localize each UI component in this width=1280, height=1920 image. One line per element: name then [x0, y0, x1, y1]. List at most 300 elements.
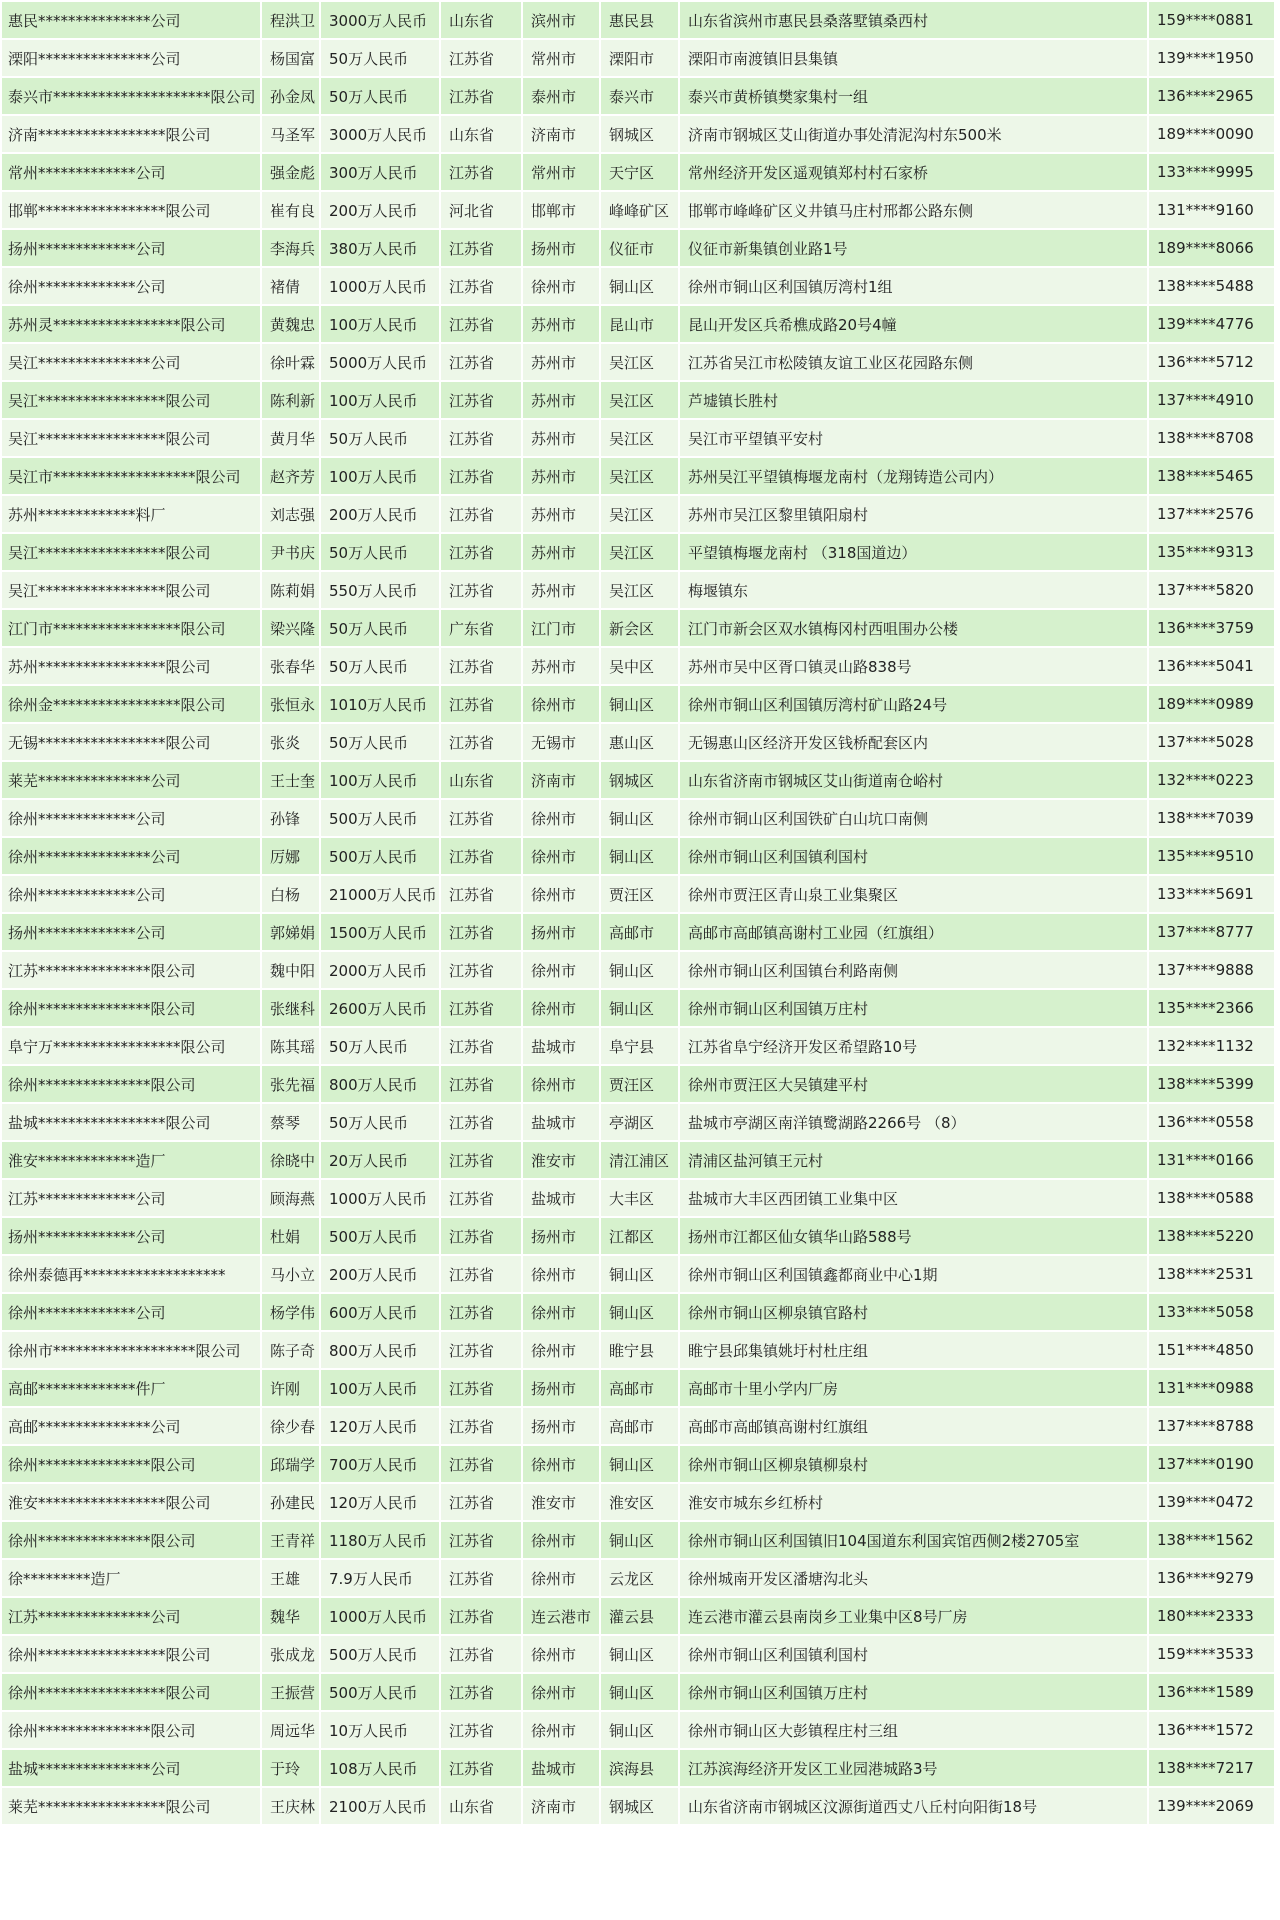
registered-capital-cell: 50万人民币: [321, 648, 439, 684]
company-name-cell: 徐州*************公司: [2, 800, 260, 836]
province-cell: 江苏省: [441, 1446, 521, 1482]
contact-name-cell: 许刚: [262, 1370, 319, 1406]
province-cell: 江苏省: [441, 1256, 521, 1292]
registered-capital-cell: 3000万人民币: [321, 116, 439, 152]
table-row: [2, 572, 1274, 608]
table-row: [2, 458, 1274, 494]
registered-capital-cell: 100万人民币: [321, 458, 439, 494]
city-cell: 徐州市: [523, 1294, 599, 1330]
province-cell: 江苏省: [441, 1180, 521, 1216]
address-cell: 仪征市新集镇创业路1号: [680, 230, 1147, 266]
phone-cell: 138****5220: [1149, 1218, 1274, 1254]
registered-capital-cell: 120万人民币: [321, 1484, 439, 1520]
district-cell: 灌云县: [601, 1598, 678, 1634]
city-cell: 淮安市: [523, 1484, 599, 1520]
contact-name-cell: 尹书庆: [262, 534, 319, 570]
company-name-cell: 莱芜*****************限公司: [2, 1788, 260, 1824]
company-name-cell: 苏州*************料厂: [2, 496, 260, 532]
company-name-cell: 淮安*****************限公司: [2, 1484, 260, 1520]
province-cell: 江苏省: [441, 534, 521, 570]
contact-name-cell: 杜娟: [262, 1218, 319, 1254]
registered-capital-cell: 108万人民币: [321, 1750, 439, 1786]
address-cell: 常州经济开发区遥观镇郑村村石家桥: [680, 154, 1147, 190]
province-cell: 江苏省: [441, 1142, 521, 1178]
registered-capital-cell: 1000万人民币: [321, 268, 439, 304]
district-cell: 吴江区: [601, 496, 678, 532]
district-cell: 铜山区: [601, 1712, 678, 1748]
company-name-cell: 泰兴市*********************限公司: [2, 78, 260, 114]
table-row: [2, 534, 1274, 570]
address-cell: 徐州市铜山区利国镇厉湾村矿山路24号: [680, 686, 1147, 722]
province-cell: 江苏省: [441, 458, 521, 494]
phone-cell: 131****0166: [1149, 1142, 1274, 1178]
address-cell: 山东省济南市钢城区汶源街道西丈八丘村向阳街18号: [680, 1788, 1147, 1824]
city-cell: 盐城市: [523, 1750, 599, 1786]
city-cell: 济南市: [523, 762, 599, 798]
district-cell: 江都区: [601, 1218, 678, 1254]
registered-capital-cell: 500万人民币: [321, 838, 439, 874]
address-cell: 江苏省阜宁经济开发区希望路10号: [680, 1028, 1147, 1064]
table-row: [2, 1712, 1274, 1748]
table-row: [2, 990, 1274, 1026]
district-cell: 铜山区: [601, 1256, 678, 1292]
district-cell: 峰峰矿区: [601, 192, 678, 228]
table-row: [2, 1370, 1274, 1406]
company-name-cell: 惠民***************公司: [2, 2, 260, 38]
contact-name-cell: 陈莉娟: [262, 572, 319, 608]
address-cell: 江苏省吴江市松陵镇友谊工业区花园路东侧: [680, 344, 1147, 380]
district-cell: 铜山区: [601, 686, 678, 722]
province-cell: 江苏省: [441, 78, 521, 114]
phone-cell: 189****0090: [1149, 116, 1274, 152]
registered-capital-cell: 100万人民币: [321, 1370, 439, 1406]
company-name-cell: 徐州***************限公司: [2, 1066, 260, 1102]
phone-cell: 138****8708: [1149, 420, 1274, 456]
table-row: [2, 610, 1274, 646]
phone-cell: 132****1132: [1149, 1028, 1274, 1064]
contact-name-cell: 张炎: [262, 724, 319, 760]
address-cell: 邯郸市峰峰矿区义井镇马庄村邢都公路东侧: [680, 192, 1147, 228]
contact-name-cell: 强金彪: [262, 154, 319, 190]
contact-name-cell: 蔡琴: [262, 1104, 319, 1140]
table-row: [2, 686, 1274, 722]
registered-capital-cell: 3000万人民币: [321, 2, 439, 38]
phone-cell: 136****1572: [1149, 1712, 1274, 1748]
registered-capital-cell: 50万人民币: [321, 724, 439, 760]
address-cell: 清浦区盐河镇王元村: [680, 1142, 1147, 1178]
city-cell: 扬州市: [523, 1370, 599, 1406]
table-row: [2, 496, 1274, 532]
province-cell: 江苏省: [441, 1218, 521, 1254]
registered-capital-cell: 100万人民币: [321, 306, 439, 342]
address-cell: 盐城市大丰区西团镇工业集中区: [680, 1180, 1147, 1216]
contact-name-cell: 刘志强: [262, 496, 319, 532]
table-row: [2, 1066, 1274, 1102]
phone-cell: 131****0988: [1149, 1370, 1274, 1406]
province-cell: 河北省: [441, 192, 521, 228]
contact-name-cell: 马圣军: [262, 116, 319, 152]
address-cell: 徐州市贾汪区青山泉工业集聚区: [680, 876, 1147, 912]
registered-capital-cell: 50万人民币: [321, 1104, 439, 1140]
district-cell: 铜山区: [601, 1294, 678, 1330]
city-cell: 苏州市: [523, 306, 599, 342]
phone-cell: 138****5488: [1149, 268, 1274, 304]
city-cell: 苏州市: [523, 344, 599, 380]
province-cell: 江苏省: [441, 1522, 521, 1558]
phone-cell: 136****9279: [1149, 1560, 1274, 1596]
address-cell: 溧阳市南渡镇旧县集镇: [680, 40, 1147, 76]
contact-name-cell: 黄月华: [262, 420, 319, 456]
province-cell: 江苏省: [441, 876, 521, 912]
phone-cell: 189****0989: [1149, 686, 1274, 722]
phone-cell: 159****3533: [1149, 1636, 1274, 1672]
city-cell: 连云港市: [523, 1598, 599, 1634]
contact-name-cell: 李海兵: [262, 230, 319, 266]
contact-name-cell: 崔有良: [262, 192, 319, 228]
registered-capital-cell: 50万人民币: [321, 78, 439, 114]
table-row: [2, 876, 1274, 912]
address-cell: 淮安市城东乡红桥村: [680, 1484, 1147, 1520]
city-cell: 泰州市: [523, 78, 599, 114]
district-cell: 铜山区: [601, 268, 678, 304]
company-name-cell: 徐州***************限公司: [2, 1522, 260, 1558]
city-cell: 徐州市: [523, 1446, 599, 1482]
district-cell: 铜山区: [601, 800, 678, 836]
table-row: [2, 1180, 1274, 1216]
company-name-cell: 徐州泰德再*******************: [2, 1256, 260, 1292]
address-cell: 平望镇梅堰龙南村 （318国道边）: [680, 534, 1147, 570]
phone-cell: 138****5465: [1149, 458, 1274, 494]
province-cell: 江苏省: [441, 990, 521, 1026]
company-name-cell: 高邮***************公司: [2, 1408, 260, 1444]
contact-name-cell: 王青祥: [262, 1522, 319, 1558]
company-name-cell: 徐州*****************限公司: [2, 1636, 260, 1672]
company-name-cell: 徐州***************限公司: [2, 1712, 260, 1748]
district-cell: 滨海县: [601, 1750, 678, 1786]
table-row: [2, 1446, 1274, 1482]
table-row: [2, 1332, 1274, 1368]
province-cell: 江苏省: [441, 724, 521, 760]
registered-capital-cell: 50万人民币: [321, 40, 439, 76]
city-cell: 徐州市: [523, 268, 599, 304]
table-row: [2, 1560, 1274, 1596]
address-cell: 徐州市铜山区利国镇万庄村: [680, 990, 1147, 1026]
phone-cell: 135****9510: [1149, 838, 1274, 874]
city-cell: 济南市: [523, 116, 599, 152]
table-row: [2, 40, 1274, 76]
address-cell: 徐州市铜山区利国铁矿白山坑口南侧: [680, 800, 1147, 836]
district-cell: 仪征市: [601, 230, 678, 266]
address-cell: 苏州市吴江区黎里镇阳扇村: [680, 496, 1147, 532]
district-cell: 铜山区: [601, 952, 678, 988]
province-cell: 江苏省: [441, 1712, 521, 1748]
registered-capital-cell: 380万人民币: [321, 230, 439, 266]
table-row: [2, 116, 1274, 152]
district-cell: 溧阳市: [601, 40, 678, 76]
table-row: [2, 1598, 1274, 1634]
table-row: [2, 1028, 1274, 1064]
district-cell: 吴江区: [601, 420, 678, 456]
registered-capital-cell: 800万人民币: [321, 1066, 439, 1102]
address-cell: 山东省滨州市惠民县桑落墅镇桑西村: [680, 2, 1147, 38]
district-cell: 高邮市: [601, 914, 678, 950]
city-cell: 扬州市: [523, 914, 599, 950]
district-cell: 吴江区: [601, 534, 678, 570]
phone-cell: 136****1589: [1149, 1674, 1274, 1710]
address-cell: 徐州市铜山区利国镇利国村: [680, 838, 1147, 874]
table-row: [2, 1636, 1274, 1672]
company-name-cell: 无锡*****************限公司: [2, 724, 260, 760]
address-cell: 徐州市铜山区利国镇利国村: [680, 1636, 1147, 1672]
district-cell: 泰兴市: [601, 78, 678, 114]
city-cell: 徐州市: [523, 1712, 599, 1748]
table-row: [2, 648, 1274, 684]
contact-name-cell: 孙建民: [262, 1484, 319, 1520]
district-cell: 吴中区: [601, 648, 678, 684]
contact-name-cell: 程洪卫: [262, 2, 319, 38]
registered-capital-cell: 500万人民币: [321, 1636, 439, 1672]
province-cell: 江苏省: [441, 382, 521, 418]
registered-capital-cell: 1500万人民币: [321, 914, 439, 950]
province-cell: 山东省: [441, 2, 521, 38]
contact-name-cell: 周远华: [262, 1712, 319, 1748]
province-cell: 江苏省: [441, 648, 521, 684]
province-cell: 江苏省: [441, 1294, 521, 1330]
contact-name-cell: 张先福: [262, 1066, 319, 1102]
table-row: [2, 2, 1274, 38]
address-cell: 睢宁县邱集镇姚圩村杜庄组: [680, 1332, 1147, 1368]
address-cell: 徐州市铜山区利国镇台利路南侧: [680, 952, 1147, 988]
table-row: [2, 230, 1274, 266]
city-cell: 徐州市: [523, 1332, 599, 1368]
contact-name-cell: 徐叶霖: [262, 344, 319, 380]
province-cell: 江苏省: [441, 306, 521, 342]
district-cell: 大丰区: [601, 1180, 678, 1216]
district-cell: 阜宁县: [601, 1028, 678, 1064]
province-cell: 江苏省: [441, 154, 521, 190]
registered-capital-cell: 500万人民币: [321, 800, 439, 836]
company-name-cell: 吴江市*******************限公司: [2, 458, 260, 494]
company-name-cell: 阜宁万*****************限公司: [2, 1028, 260, 1064]
province-cell: 山东省: [441, 1788, 521, 1824]
district-cell: 钢城区: [601, 762, 678, 798]
contact-name-cell: 王雄: [262, 1560, 319, 1596]
district-cell: 云龙区: [601, 1560, 678, 1596]
city-cell: 盐城市: [523, 1180, 599, 1216]
address-cell: 昆山开发区兵希樵成路20号4幢: [680, 306, 1147, 342]
table-row: [2, 1104, 1274, 1140]
address-cell: 高邮市高邮镇高谢村红旗组: [680, 1408, 1147, 1444]
address-cell: 徐州市铜山区大彭镇程庄村三组: [680, 1712, 1147, 1748]
contact-name-cell: 厉娜: [262, 838, 319, 874]
address-cell: 徐州市铜山区利国镇旧104国道东利国宾馆西侧2楼2705室: [680, 1522, 1147, 1558]
contact-name-cell: 孙金凤: [262, 78, 319, 114]
phone-cell: 138****7039: [1149, 800, 1274, 836]
table-row: [2, 192, 1274, 228]
table-row: [2, 306, 1274, 342]
phone-cell: 136****3759: [1149, 610, 1274, 646]
table-row: [2, 952, 1274, 988]
district-cell: 惠山区: [601, 724, 678, 760]
province-cell: 江苏省: [441, 800, 521, 836]
address-cell: 盐城市亭湖区南洋镇鹭湖路2266号 （8）: [680, 1104, 1147, 1140]
phone-cell: 132****0223: [1149, 762, 1274, 798]
company-name-cell: 江苏***************公司: [2, 1598, 260, 1634]
phone-cell: 137****5028: [1149, 724, 1274, 760]
phone-cell: 180****2333: [1149, 1598, 1274, 1634]
city-cell: 无锡市: [523, 724, 599, 760]
table-row: [2, 914, 1274, 950]
phone-cell: 138****2531: [1149, 1256, 1274, 1292]
registered-capital-cell: 2000万人民币: [321, 952, 439, 988]
phone-cell: 131****9160: [1149, 192, 1274, 228]
city-cell: 常州市: [523, 40, 599, 76]
address-cell: 徐州市铜山区柳泉镇官路村: [680, 1294, 1147, 1330]
contact-name-cell: 于玲: [262, 1750, 319, 1786]
contact-name-cell: 张继科: [262, 990, 319, 1026]
registered-capital-cell: 500万人民币: [321, 1674, 439, 1710]
contact-name-cell: 顾海燕: [262, 1180, 319, 1216]
registered-capital-cell: 2600万人民币: [321, 990, 439, 1026]
province-cell: 江苏省: [441, 230, 521, 266]
phone-cell: 137****8777: [1149, 914, 1274, 950]
province-cell: 江苏省: [441, 1028, 521, 1064]
phone-cell: 135****2366: [1149, 990, 1274, 1026]
table-row: [2, 724, 1274, 760]
address-cell: 徐州城南开发区潘塘沟北头: [680, 1560, 1147, 1596]
address-cell: 苏州吴江平望镇梅堰龙南村（龙翔铸造公司内）: [680, 458, 1147, 494]
province-cell: 江苏省: [441, 686, 521, 722]
address-cell: 芦墟镇长胜村: [680, 382, 1147, 418]
district-cell: 高邮市: [601, 1370, 678, 1406]
district-cell: 铜山区: [601, 1446, 678, 1482]
city-cell: 徐州市: [523, 990, 599, 1026]
district-cell: 高邮市: [601, 1408, 678, 1444]
contact-name-cell: 黄魏忠: [262, 306, 319, 342]
city-cell: 济南市: [523, 1788, 599, 1824]
registered-capital-cell: 50万人民币: [321, 420, 439, 456]
district-cell: 钢城区: [601, 116, 678, 152]
phone-cell: 133****5058: [1149, 1294, 1274, 1330]
address-cell: 山东省济南市钢城区艾山街道南仓峪村: [680, 762, 1147, 798]
table-row: [2, 1256, 1274, 1292]
company-name-cell: 吴江*****************限公司: [2, 420, 260, 456]
address-cell: 连云港市灌云县南岗乡工业集中区8号厂房: [680, 1598, 1147, 1634]
address-cell: 徐州市铜山区利国镇鑫都商业中心1期: [680, 1256, 1147, 1292]
contact-name-cell: 徐晓中: [262, 1142, 319, 1178]
contact-name-cell: 陈其瑶: [262, 1028, 319, 1064]
city-cell: 徐州市: [523, 686, 599, 722]
company-name-cell: 徐州市*******************限公司: [2, 1332, 260, 1368]
contact-name-cell: 王振营: [262, 1674, 319, 1710]
phone-cell: 136****0558: [1149, 1104, 1274, 1140]
province-cell: 江苏省: [441, 952, 521, 988]
district-cell: 天宁区: [601, 154, 678, 190]
registered-capital-cell: 10万人民币: [321, 1712, 439, 1748]
contact-name-cell: 白杨: [262, 876, 319, 912]
table-row: [2, 268, 1274, 304]
city-cell: 邯郸市: [523, 192, 599, 228]
company-name-cell: 江苏***************限公司: [2, 952, 260, 988]
city-cell: 苏州市: [523, 420, 599, 456]
city-cell: 徐州市: [523, 800, 599, 836]
contact-name-cell: 王士奎: [262, 762, 319, 798]
city-cell: 盐城市: [523, 1028, 599, 1064]
province-cell: 江苏省: [441, 1332, 521, 1368]
company-name-cell: 徐州*****************限公司: [2, 1674, 260, 1710]
address-cell: 徐州市铜山区利国镇万庄村: [680, 1674, 1147, 1710]
contact-name-cell: 赵齐芳: [262, 458, 319, 494]
table-row: [2, 344, 1274, 380]
contact-name-cell: 孙锋: [262, 800, 319, 836]
district-cell: 睢宁县: [601, 1332, 678, 1368]
registered-capital-cell: 50万人民币: [321, 1028, 439, 1064]
table-row: [2, 1484, 1274, 1520]
phone-cell: 136****5712: [1149, 344, 1274, 380]
contact-name-cell: 徐少春: [262, 1408, 319, 1444]
registered-capital-cell: 50万人民币: [321, 534, 439, 570]
table-row: [2, 838, 1274, 874]
province-cell: 江苏省: [441, 268, 521, 304]
registered-capital-cell: 100万人民币: [321, 762, 439, 798]
address-cell: 江苏滨海经济开发区工业园港城路3号: [680, 1750, 1147, 1786]
phone-cell: 137****0190: [1149, 1446, 1274, 1482]
contact-name-cell: 张春华: [262, 648, 319, 684]
city-cell: 徐州市: [523, 952, 599, 988]
city-cell: 徐州市: [523, 1560, 599, 1596]
company-name-cell: 江门市*****************限公司: [2, 610, 260, 646]
phone-cell: 137****9888: [1149, 952, 1274, 988]
company-name-cell: 徐州***************公司: [2, 838, 260, 874]
district-cell: 昆山市: [601, 306, 678, 342]
phone-cell: 137****8788: [1149, 1408, 1274, 1444]
contact-name-cell: 邱瑞学: [262, 1446, 319, 1482]
contact-name-cell: 张成龙: [262, 1636, 319, 1672]
table-row: [2, 1294, 1274, 1330]
registered-capital-cell: 50万人民币: [321, 610, 439, 646]
contact-name-cell: 梁兴隆: [262, 610, 319, 646]
company-name-cell: 吴江*****************限公司: [2, 534, 260, 570]
address-cell: 扬州市江都区仙女镇华山路588号: [680, 1218, 1147, 1254]
province-cell: 江苏省: [441, 914, 521, 950]
company-table-body: [2, 2, 1274, 1824]
city-cell: 徐州市: [523, 1674, 599, 1710]
district-cell: 铜山区: [601, 838, 678, 874]
phone-cell: 136****5041: [1149, 648, 1274, 684]
table-row: [2, 1408, 1274, 1444]
company-name-cell: 淮安*************造厂: [2, 1142, 260, 1178]
registered-capital-cell: 5000万人民币: [321, 344, 439, 380]
province-cell: 江苏省: [441, 1484, 521, 1520]
district-cell: 钢城区: [601, 1788, 678, 1824]
district-cell: 铜山区: [601, 1636, 678, 1672]
city-cell: 淮安市: [523, 1142, 599, 1178]
company-name-cell: 扬州*************公司: [2, 1218, 260, 1254]
contact-name-cell: 张恒永: [262, 686, 319, 722]
city-cell: 苏州市: [523, 534, 599, 570]
city-cell: 徐州市: [523, 1522, 599, 1558]
district-cell: 吴江区: [601, 572, 678, 608]
contact-name-cell: 褚倩: [262, 268, 319, 304]
phone-cell: 137****4910: [1149, 382, 1274, 418]
city-cell: 苏州市: [523, 458, 599, 494]
registered-capital-cell: 1180万人民币: [321, 1522, 439, 1558]
registered-capital-cell: 200万人民币: [321, 1256, 439, 1292]
contact-name-cell: 陈利新: [262, 382, 319, 418]
province-cell: 江苏省: [441, 1598, 521, 1634]
table-row: [2, 1218, 1274, 1254]
company-name-cell: 溧阳***************公司: [2, 40, 260, 76]
